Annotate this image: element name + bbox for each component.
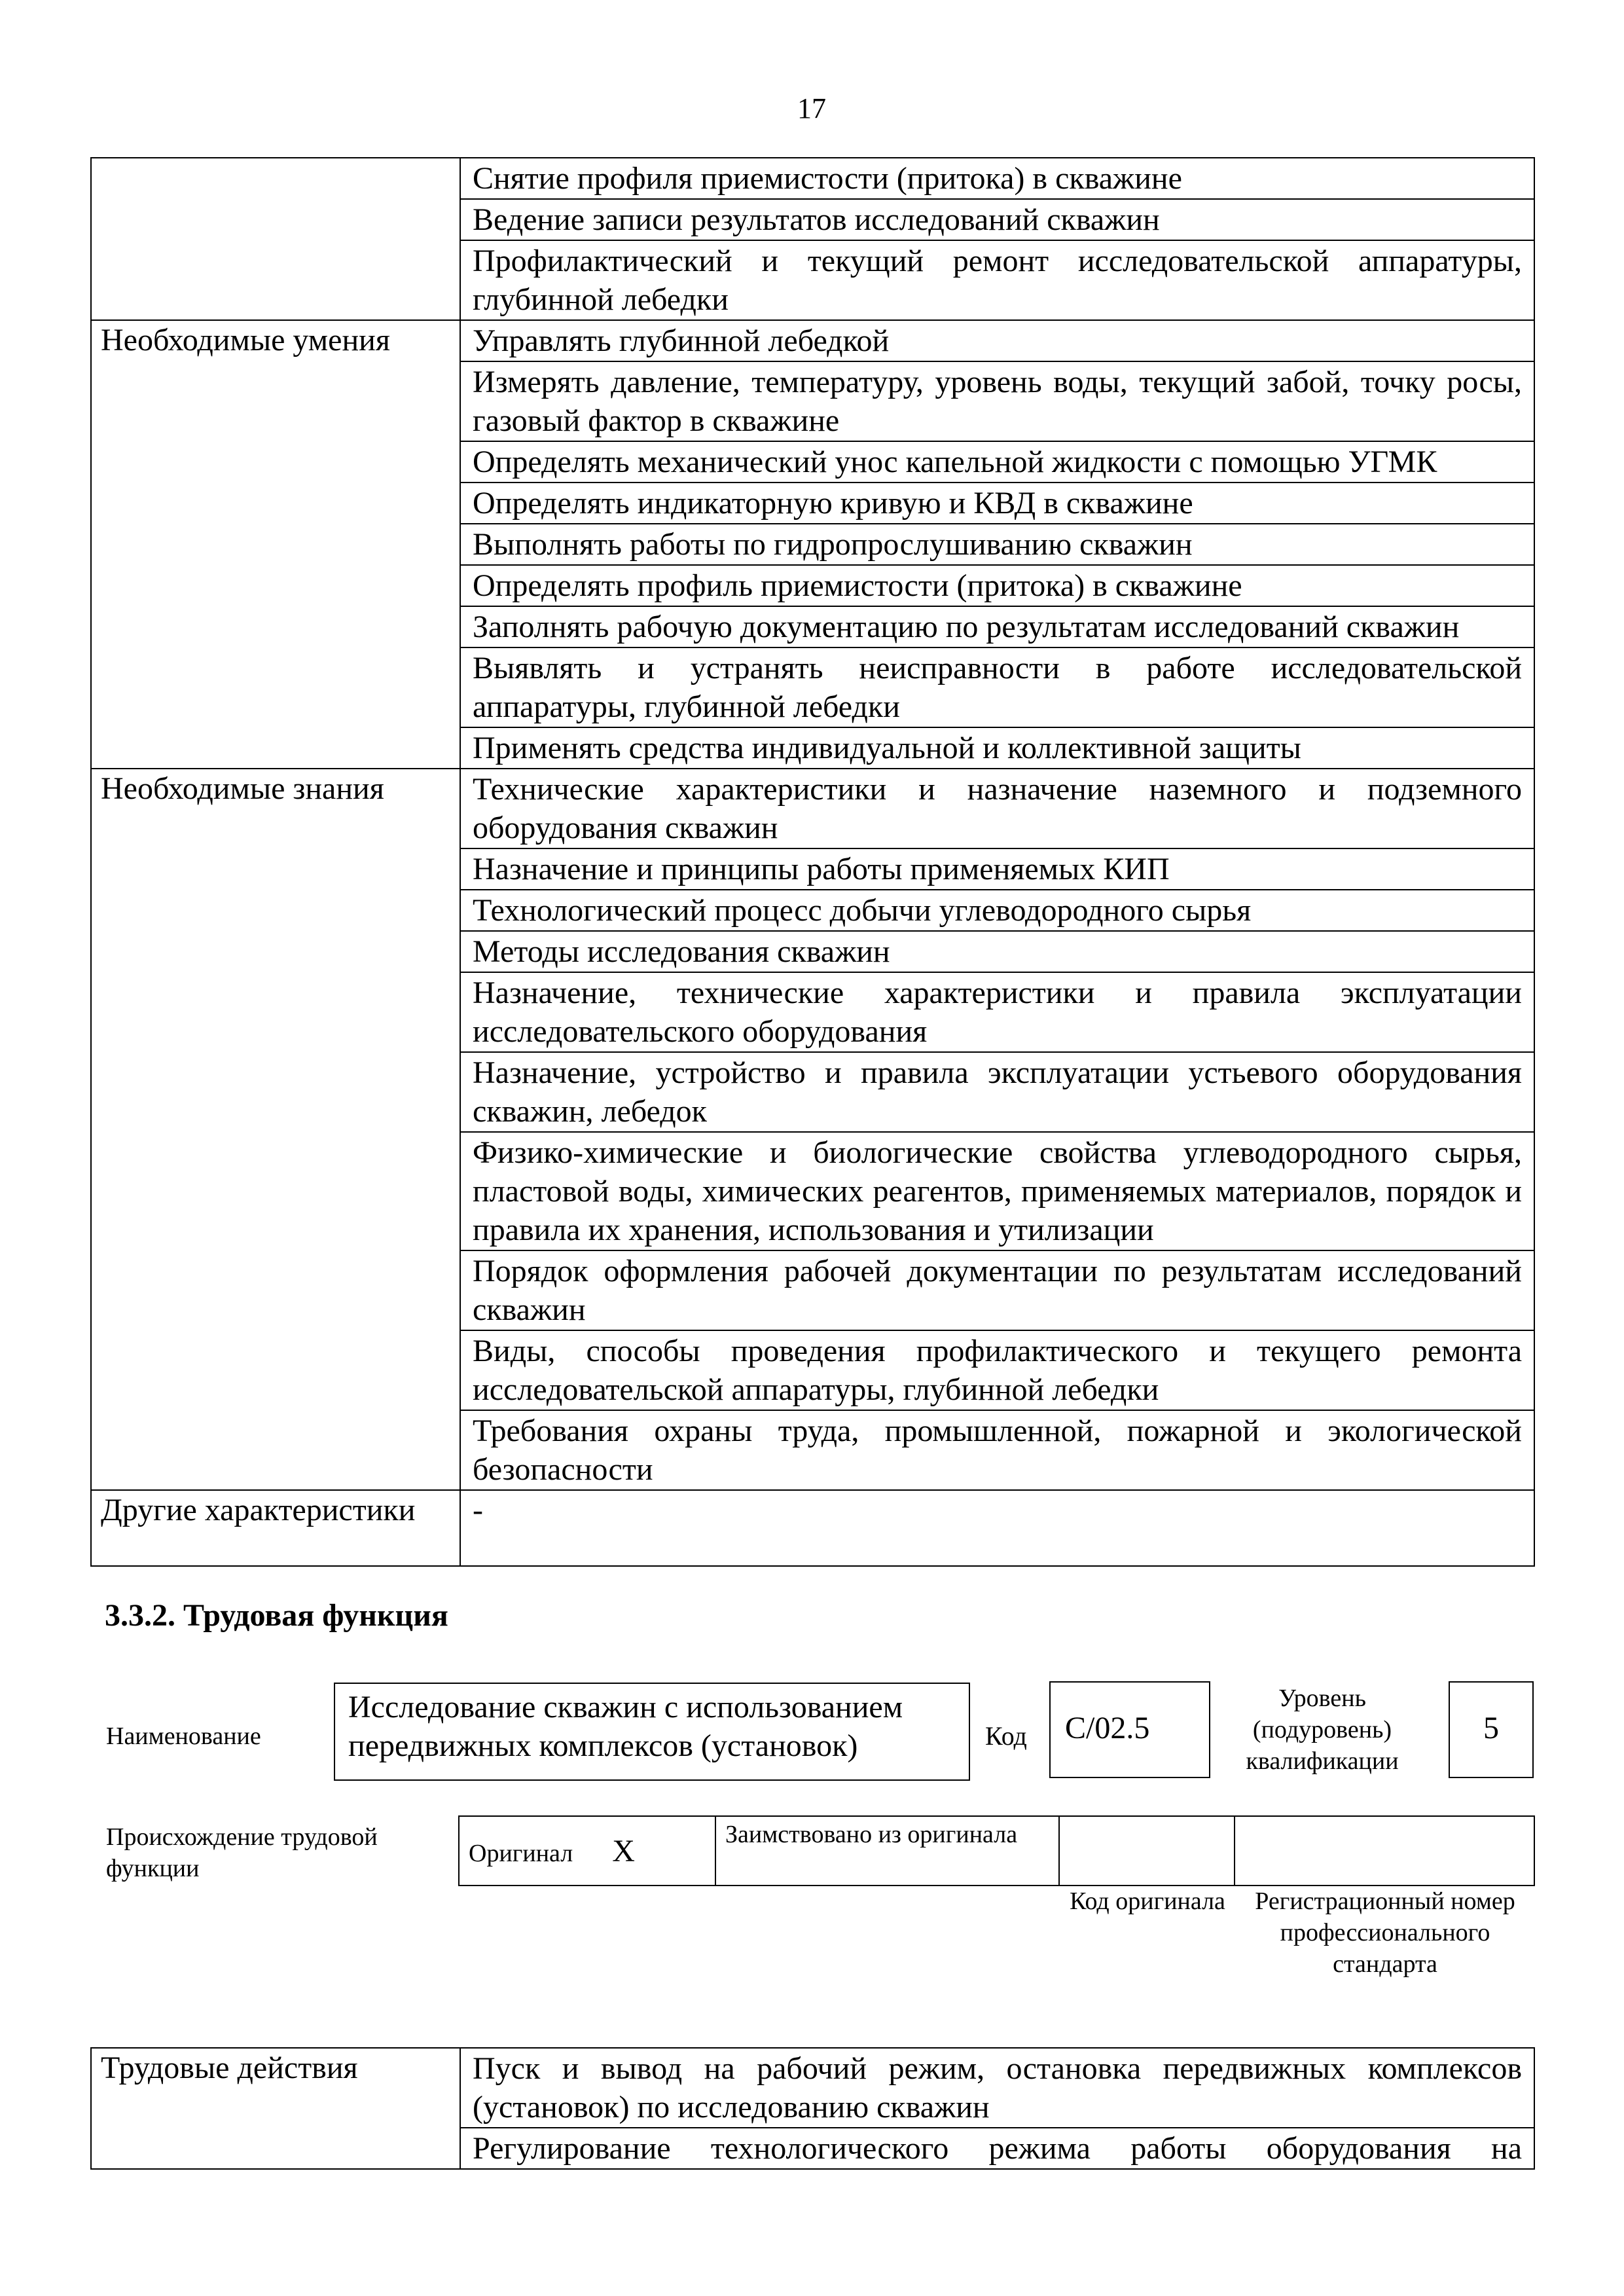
section-title: 3.3.2. Трудовая функция	[105, 1598, 448, 1633]
table-row	[91, 2048, 1534, 2128]
table-cell: Снятие профиля приемистости (притока) в скважине	[460, 158, 1534, 199]
table-cell: Определять индикаторную кривую и КВД в скважине	[460, 483, 1534, 524]
table-cell: Пуск и вывод на рабочий режим, остановка передвижных комплексов (установок) по исследованию скважин	[460, 2048, 1534, 2128]
origin-original-cell	[459, 1816, 715, 1886]
origin-table	[458, 1815, 1535, 1886]
skills-label: Необходимые умения	[91, 320, 460, 769]
competency-table	[90, 157, 1535, 1567]
table-cell: Технические характеристики и назначение наземного и подземного оборудования скважин	[460, 769, 1534, 848]
table-cell: Методы исследования скважин	[460, 931, 1534, 972]
empty-header-cell	[91, 158, 460, 320]
table-row	[459, 1816, 1534, 1886]
table-cell: Требования охраны труда, промышленной, пожарной и экологической безопасности	[460, 1410, 1534, 1490]
table-cell: Назначение и принципы работы применяемых КИП	[460, 848, 1534, 890]
actions-table	[90, 2047, 1535, 2170]
table-cell: Назначение, технические характеристики и правила эксплуатации исследовательского оборудования	[460, 972, 1534, 1052]
caption-code: Код оригинала	[1070, 1887, 1225, 1915]
table-cell: Виды, способы проведения профилактического и текущего ремонта исследовательской аппаратуры, глубинной лебедки	[460, 1330, 1534, 1410]
table-cell: Профилактический и текущий ремонт исследовательской аппаратуры, глубинной лебедки	[460, 240, 1534, 320]
actions-label: Трудовые действия	[91, 2048, 460, 2169]
table-row	[91, 320, 1534, 361]
origin-mark: X	[612, 1833, 635, 1868]
table-cell: Измерять давление, температуру, уровень воды, текущий забой, точку росы, газовый фактор в скважине	[460, 361, 1534, 441]
table-cell: Заполнять рабочую документацию по результатам исследований скважин	[460, 606, 1534, 647]
origin-label: Происхождение трудовой функции	[106, 1823, 378, 1882]
table-row	[91, 1490, 1534, 1566]
page-number: 17	[797, 92, 826, 124]
table-cell: Выявлять и устранять неисправности в работе исследовательской аппаратуры, глубинной лебедки	[460, 647, 1534, 727]
origin-borrowed-cell: Заимствовано из оригинала	[715, 1816, 1059, 1886]
table-cell: Определять профиль приемистости (притока) в скважине	[460, 565, 1534, 606]
level-label: Уровень (подуровень) квалификации	[1246, 1685, 1399, 1775]
table-cell: Управлять глубинной лебедкой	[460, 320, 1534, 361]
table-cell: Технологический процесс добычи углеводородного сырья	[460, 890, 1534, 931]
table-cell: Ведение записи результатов исследований скважин	[460, 199, 1534, 240]
table-cell: -	[460, 1490, 1534, 1566]
function-name-box: Исследование скважин с использованием передвижных комплексов (установок)	[334, 1683, 970, 1781]
table-cell: Выполнять работы по гидропрослушиванию скважин	[460, 524, 1534, 565]
knowledge-label: Необходимые знания	[91, 769, 460, 1490]
code-label: Код	[985, 1721, 1027, 1751]
code-box: C/02.5	[1049, 1681, 1210, 1778]
table-cell: Регулирование технологического режима работы оборудования на	[460, 2128, 1534, 2169]
table-cell: Порядок оформления рабочей документации по результатам исследований скважин	[460, 1250, 1534, 1330]
origin-original-text: Оригинал	[469, 1839, 573, 1867]
name-label: Наименование	[106, 1722, 261, 1750]
table-cell: Применять средства индивидуальной и коллективной защиты	[460, 727, 1534, 769]
table-row	[91, 769, 1534, 848]
table-row	[91, 158, 1534, 199]
table-cell: Назначение, устройство и правила эксплуатации устьевого оборудования скважин, лебедок	[460, 1052, 1534, 1132]
level-box: 5	[1449, 1681, 1534, 1778]
origin-code-cell	[1059, 1816, 1235, 1886]
caption-reg: Регистрационный номер профессионального стандарта	[1255, 1887, 1515, 1978]
origin-reg-cell	[1235, 1816, 1534, 1886]
other-label: Другие характеристики	[91, 1490, 460, 1566]
table-cell: Физико-химические и биологические свойства углеводородного сырья, пластовой воды, химических реагентов, применяемых материалов, порядок и правила их хранения, использования и утилизации	[460, 1132, 1534, 1250]
table-cell: Определять механический унос капельной жидкости с помощью УГМК	[460, 441, 1534, 483]
